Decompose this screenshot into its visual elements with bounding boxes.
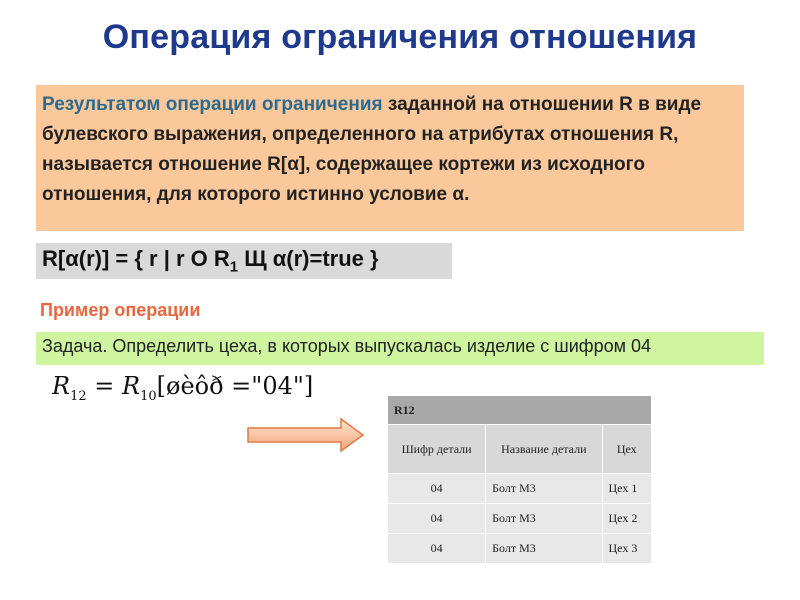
math-eq: = xyxy=(86,372,122,400)
formula-op1: Ο xyxy=(190,246,208,271)
table-cell: Болт М3 xyxy=(486,474,602,504)
table-cell: Цех 1 xyxy=(602,474,652,504)
slide-title: Операция ограничения отношения xyxy=(102,18,698,56)
math-rhs: R xyxy=(122,372,141,400)
formula-rel: R xyxy=(207,246,230,271)
table-row xyxy=(388,534,652,564)
table-header-cell: Шифр детали xyxy=(388,425,486,474)
table-cell: Цех 2 xyxy=(602,504,652,534)
table-cell: Цех 3 xyxy=(602,534,652,564)
definition-box xyxy=(36,85,744,231)
definition-accent: Результатом операции ограничения xyxy=(42,94,383,115)
table-cell: 04 xyxy=(388,534,486,564)
formula-cond: α(r)=true } xyxy=(272,246,379,271)
table-header-row xyxy=(388,425,652,474)
restriction-expression xyxy=(52,372,313,404)
right-arrow-icon xyxy=(247,417,365,453)
table-row xyxy=(388,474,652,504)
table-row xyxy=(388,504,652,534)
table-cell: 04 xyxy=(388,474,486,504)
table-cell: Болт М3 xyxy=(486,534,602,564)
task-box: Задача. Определить цеха, в которых выпускалась изделие с шифром 04 xyxy=(36,332,764,365)
math-body: [øèôð ="04"] xyxy=(156,372,314,400)
table-name: R12 xyxy=(388,396,652,425)
table-header-cell: Название детали xyxy=(486,425,602,474)
math-lhs-sub: 12 xyxy=(70,388,87,404)
result-table xyxy=(387,395,652,564)
math-rhs-sub: 10 xyxy=(140,388,157,404)
restriction-formula xyxy=(36,243,452,279)
formula-op2: Щ xyxy=(238,246,273,271)
definition-text: заданной на отношении R в виде булевского выражения, определенного на атрибутах отношения R, называется отношение R[α], содержащее кортежи из исходного отношения, для которого истинно условие α. xyxy=(42,94,702,205)
example-label: Пример операции xyxy=(40,300,201,320)
table-cell: Болт М3 xyxy=(486,504,602,534)
table-header-cell: Цех xyxy=(602,425,652,474)
formula-main: R[α(r)] = { r | r xyxy=(42,246,191,271)
math-lhs: R xyxy=(52,372,71,400)
table-cell: 04 xyxy=(388,504,486,534)
formula-sub: 1 xyxy=(229,258,239,276)
